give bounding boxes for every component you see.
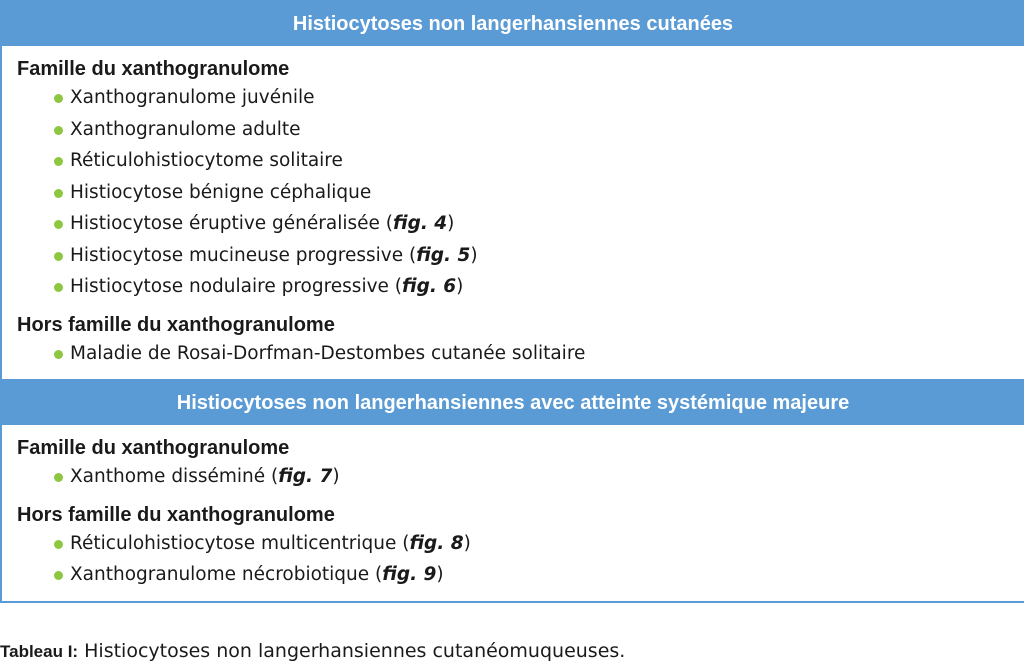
item-text-after: )	[456, 276, 464, 297]
figure-reference: fig. 7	[278, 466, 333, 487]
bullet-icon	[54, 94, 63, 103]
bullet-icon	[54, 126, 63, 135]
section-body-systemique	[2, 425, 1024, 601]
item-text: Xanthogranulome juvénile	[70, 87, 315, 108]
group-title: Famille du xanthogranulome	[17, 437, 290, 459]
item-text: Réticulohistiocytome solitaire	[70, 150, 343, 171]
item-text: Histiocytose nodulaire progressive (	[70, 276, 403, 297]
section-header-cutanees: Histiocytoses non langerhansiennes cutanées	[2, 0, 1024, 46]
bullet-icon	[54, 283, 63, 292]
item-text-after: )	[470, 244, 478, 266]
group-title: Hors famille du xanthogranulome	[17, 503, 335, 526]
figure-reference: fig. 8	[409, 532, 464, 554]
list-item	[17, 114, 1024, 146]
group-title: Hors famille du xanthogranulome	[17, 313, 335, 336]
list-item	[17, 240, 1024, 272]
table-caption	[0, 640, 625, 662]
item-text: Xanthogranulome nécrobiotique (	[70, 564, 383, 585]
item-text-after: )	[463, 532, 471, 554]
item-text: Xanthogranulome adulte	[70, 118, 301, 140]
bullet-icon	[54, 252, 63, 261]
figure-reference: fig. 4	[393, 213, 448, 234]
bullet-icon	[54, 157, 63, 166]
group-title: Famille du xanthogranulome	[17, 58, 290, 80]
figure-reference: fig. 9	[382, 564, 437, 585]
bullet-icon	[54, 220, 63, 229]
item-text: Histiocytose mucineuse progressive (	[70, 244, 417, 266]
bullet-icon	[54, 540, 63, 549]
list-item	[17, 208, 1024, 240]
item-text: Histiocytose éruptive généralisée (	[70, 213, 394, 234]
caption-text: Histiocytoses non langerhansiennes cutanéomuqueuses.	[78, 640, 626, 662]
bullet-icon	[54, 571, 63, 580]
item-text: Maladie de Rosai-Dorfman-Destombes cutanée solitaire	[70, 342, 586, 364]
bullet-icon	[54, 473, 63, 482]
list-item	[17, 271, 1024, 303]
item-text: Réticulohistiocytose multicentrique (	[70, 532, 410, 554]
item-text-after: )	[332, 466, 340, 487]
item-text-after: )	[436, 564, 444, 585]
list-item	[17, 461, 1024, 493]
bullet-icon	[54, 189, 63, 198]
list-item	[17, 145, 1024, 177]
item-text: Histiocytose bénigne céphalique	[70, 181, 372, 203]
section-header-systemique: Histiocytoses non langerhansiennes avec atteinte systémique majeure	[2, 379, 1024, 425]
list-item	[17, 177, 1024, 209]
section-body-cutanees	[2, 46, 1024, 379]
figure-reference: fig. 5	[416, 244, 471, 266]
item-text: Xanthome disséminé (	[70, 466, 279, 487]
caption-label: Tableau I:	[0, 642, 79, 661]
figure-reference: fig. 6	[402, 276, 457, 297]
list-item	[17, 528, 1024, 560]
item-text-after: )	[447, 213, 455, 234]
list-item	[17, 559, 1024, 591]
list-item	[17, 82, 1024, 114]
list-item	[17, 338, 1024, 370]
bullet-icon	[54, 350, 63, 359]
